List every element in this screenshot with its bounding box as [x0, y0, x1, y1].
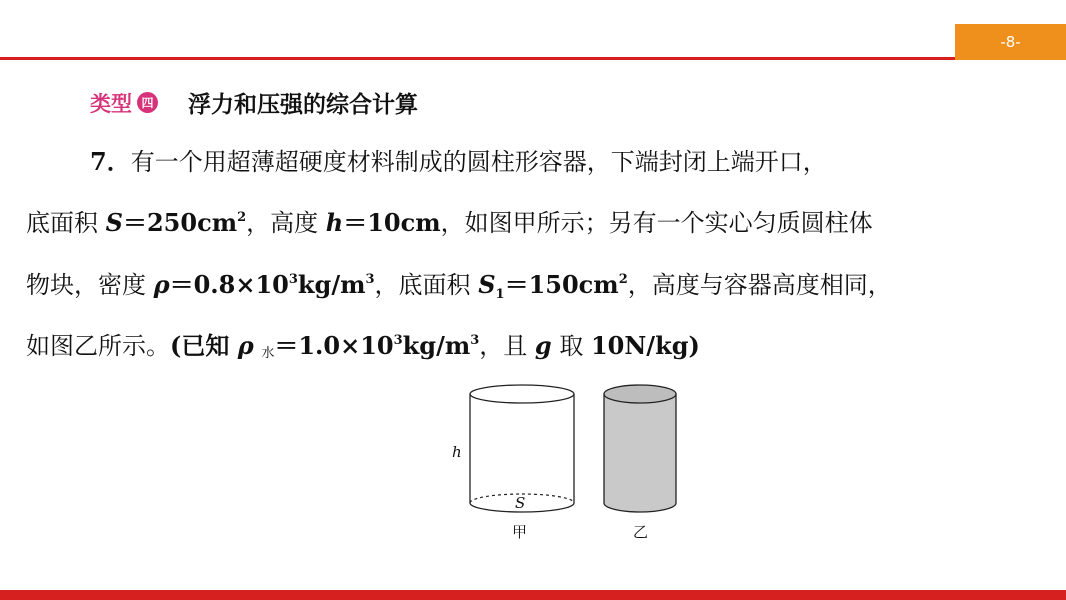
type-header — [90, 86, 418, 119]
value-area-1: ＝150cm — [504, 270, 619, 299]
label-h: h — [452, 443, 462, 461]
header-rule — [0, 57, 955, 60]
exponent: 2 — [618, 272, 628, 287]
var-rho: ρ — [153, 270, 170, 299]
caption-jia: 甲 — [512, 523, 528, 541]
text: 底面积 — [26, 209, 106, 237]
text: ，高度 — [246, 209, 326, 237]
var-h: h — [325, 208, 344, 237]
text: 物块，密度 — [26, 271, 154, 299]
exponent: 3 — [288, 272, 298, 287]
cylinder-diagram — [440, 378, 700, 550]
var-rho: ρ — [237, 331, 254, 360]
type-label: 类型 — [90, 91, 132, 116]
container-cylinder — [470, 385, 574, 512]
text: (已知 — [170, 331, 238, 360]
value-density: ＝0.8×10 — [169, 270, 289, 299]
solid-cylinder — [604, 385, 676, 512]
section-title: 浮力和压强的综合计算 — [188, 92, 418, 118]
text: ，如图甲所示；另有一个实心匀质圆柱体 — [440, 209, 873, 237]
problem-number: 7． — [90, 147, 131, 176]
footer-rule — [0, 590, 1066, 600]
text: ，底面积 — [374, 271, 479, 299]
caption-yi: 乙 — [633, 523, 649, 541]
value-g: 10N/kg) — [590, 331, 700, 360]
var-g: g — [534, 331, 552, 360]
value-water-density: ＝1.0×10 — [274, 331, 394, 360]
problem-line-1 — [26, 147, 1066, 177]
exponent: 3 — [365, 272, 375, 287]
text: 如图乙所示。 — [26, 332, 170, 360]
text: 取 — [551, 332, 591, 360]
label-S: S — [515, 494, 526, 512]
var-S1: S — [478, 270, 496, 299]
exponent: 3 — [470, 333, 480, 348]
exponent: 2 — [237, 210, 247, 225]
text: ，高度与容器高度相同， — [627, 271, 892, 299]
value-area: ＝250cm — [122, 208, 238, 237]
line1-text: 有一个用超薄超硬度材料制成的圆柱形容器，下端封闭上端开口， — [130, 148, 827, 176]
subscript: 1 — [495, 287, 505, 302]
problem-line-2 — [26, 208, 1046, 238]
problem-line-3 — [26, 270, 1046, 300]
page-number: -8- — [955, 24, 1066, 60]
subscript-water: 水 — [261, 346, 275, 361]
unit: kg/m — [297, 270, 366, 299]
var-S: S — [105, 208, 123, 237]
value-height: ＝10cm — [343, 208, 441, 237]
exponent: 3 — [393, 333, 403, 348]
problem-line-4 — [26, 331, 1046, 369]
type-number-badge: 四 — [137, 92, 158, 113]
unit: kg/m — [402, 331, 471, 360]
figure — [440, 378, 700, 550]
text: ，且 — [479, 332, 535, 360]
